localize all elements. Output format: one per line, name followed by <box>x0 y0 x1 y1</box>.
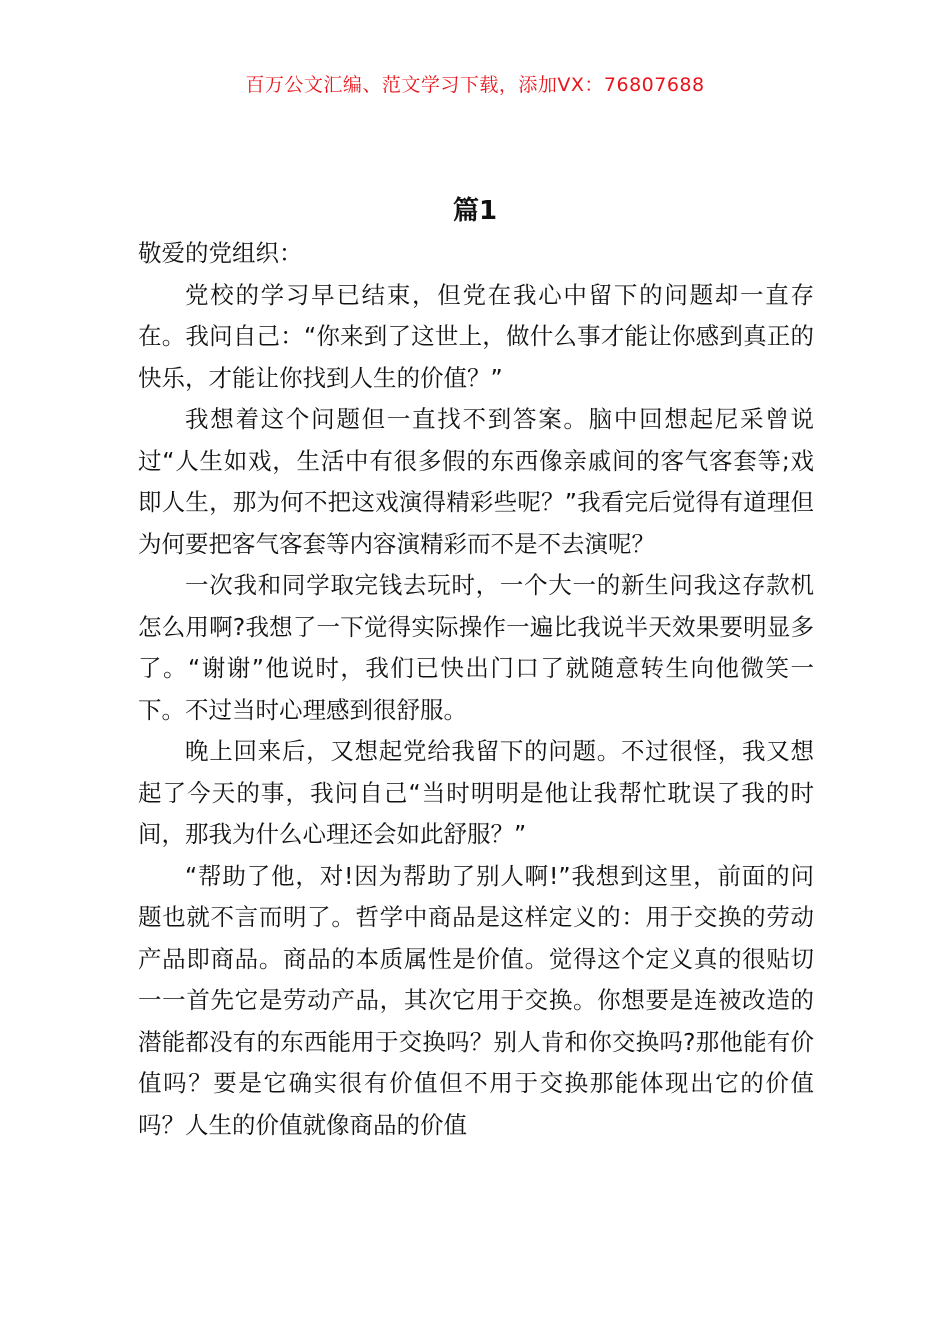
paragraph-3: 一次我和同学取完钱去玩时，一个大一的新生问我这存款机怎么用啊?我想了一下觉得实际操作一遍比我说半天效果要明显多了。“谢谢”他说时，我们已快出门口了就随意转生向他微笑一下。不过当时心理感到很舒服。 <box>138 571 814 724</box>
paragraph-4: 晚上回来后，又想起党给我留下的问题。不过很怪，我又想起了今天的事，我问自己“当时明明是他让我帮忙耽误了我的时间，那我为什么心理还会如此舒服？” <box>138 737 814 848</box>
salutation: 敬爱的党组织： <box>138 239 303 267</box>
document-body <box>138 233 814 1146</box>
paragraph-2: 我想着这个问题但一直找不到答案。脑中回想起尼采曾说过“人生如戏，生活中有很多假的东西像亲戚间的客气客套等;戏即人生，那为何不把这戏演得精彩些呢？”我看完后觉得有道理但为何要把客气客套等内容演精彩而不是不去演呢？ <box>138 405 814 558</box>
document-title: 篇1 <box>452 196 498 226</box>
paragraph-1: 党校的学习早已结束，但党在我心中留下的问题却一直存在。我问自己：“你来到了这世上，做什么事才能让你感到真正的快乐，才能让你找到人生的价值？” <box>138 280 814 392</box>
watermark-header: 百万公文汇编、范文学习下载，添加VX：76807688 <box>245 74 705 96</box>
paragraph-5: “帮助了他，对!因为帮助了别人啊!”我想到这里，前面的问题也就不言而明了。哲学中商品是这样定义的：用于交换的劳动产品即商品。商品的本质属性是价值。觉得这个定义真的很贴切一一首先它是劳动产品，其次它用于交换。你想要是连被改造的潜能都没有的东西能用于交换吗？别人肯和你交换吗?那他能有价值吗？要是它确实很有价值但不用于交换那能体现出它的价值吗？人生的价值就像商品的价值 <box>138 861 814 1139</box>
